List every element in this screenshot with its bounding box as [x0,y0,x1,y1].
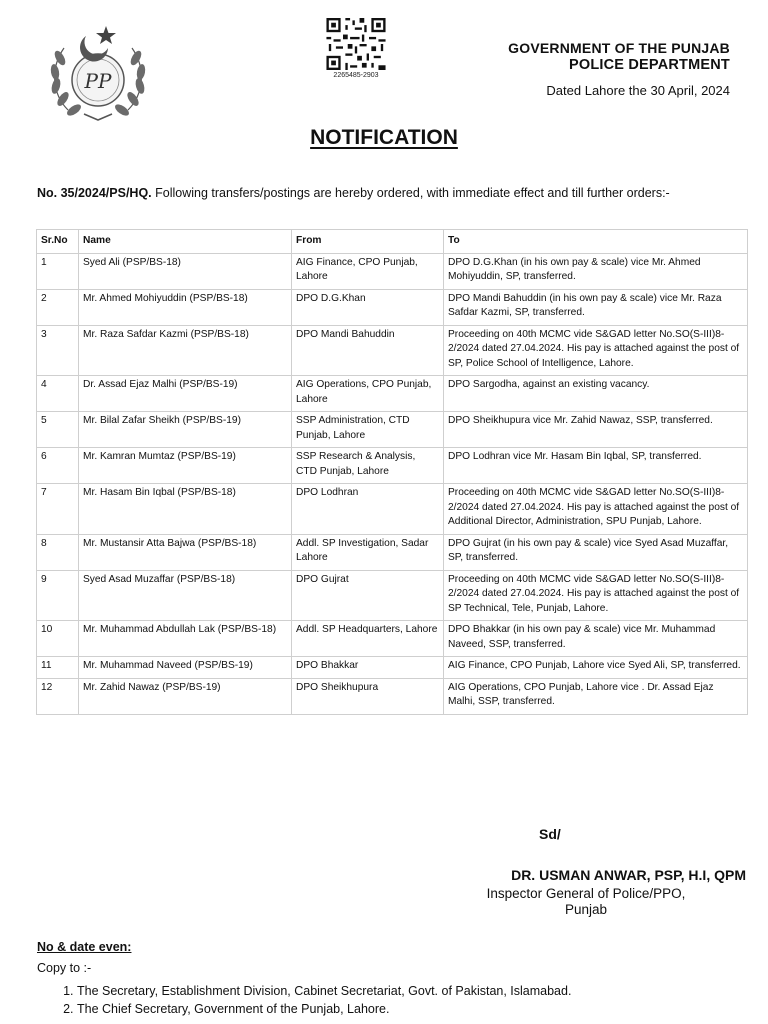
cell-from: DPO Mandi Bahuddin [292,325,444,376]
table-row [37,657,748,679]
copy-to-item: 1. The Secretary, Establishment Division, Cabinet Secretariat, Govt. of Pakistan, Islamabad. [77,984,768,998]
cell-from: Addl. SP Investigation, Sadar Lahore [292,534,444,570]
cell-name: Dr. Assad Ejaz Malhi (PSP/BS-19) [79,376,292,412]
cell-from: AIG Operations, CPO Punjab, Lahore [292,376,444,412]
cell-name: Mr. Hasam Bin Iqbal (PSP/BS-18) [79,484,292,535]
cell-name: Mr. Zahid Nawaz (PSP/BS-19) [79,678,292,714]
cell-srno: 10 [37,621,79,657]
signature-block [426,867,746,918]
cell-to: DPO Mandi Bahuddin (in his own pay & scale) vice Mr. Raza Safdar Kazmi, SP, transferred. [444,289,748,325]
transfers-table [36,229,748,715]
notification-number: No. 35/2024/PS/HQ. [37,186,152,200]
cell-srno: 5 [37,412,79,448]
cell-name: Mr. Bilal Zafar Sheikh (PSP/BS-19) [79,412,292,448]
notification-title: NOTIFICATION [310,126,458,149]
copy-to-label: Copy to :- [37,961,92,975]
signatory-role-line1: Inspector General of Police/PPO, [486,886,686,901]
notification-intro [37,185,737,201]
copy-to-item: 2. The Chief Secretary, Government of the Punjab, Lahore. [77,1002,768,1016]
cell-srno: 11 [37,657,79,679]
cell-to: DPO Sargodha, against an existing vacancy. [444,376,748,412]
cell-from: DPO Lodhran [292,484,444,535]
cell-from: DPO Sheikhupura [292,678,444,714]
table-row [37,570,748,621]
cell-srno: 3 [37,325,79,376]
cell-from: SSP Administration, CTD Punjab, Lahore [292,412,444,448]
cell-name: Mr. Ahmed Mohiyuddin (PSP/BS-18) [79,289,292,325]
dated-line: Dated Lahore the 30 April, 2024 [546,83,730,98]
cell-name: Syed Asad Muzaffar (PSP/BS-18) [79,570,292,621]
no-date-even: No & date even: [37,940,132,954]
cell-from: AIG Finance, CPO Punjab, Lahore [292,253,444,289]
cell-to: Proceeding on 40th MCMC vide S&GAD letter No.SO(S-III)8-2/2024 dated 27.04.2024. His pay is attached against the post of Additional Director, Administration, SPU Punjab, Lahore. [444,484,748,535]
cell-srno: 2 [37,289,79,325]
cell-srno: 12 [37,678,79,714]
cell-name: Mr. Kamran Mumtaz (PSP/BS-19) [79,448,292,484]
cell-to: Proceeding on 40th MCMC vide S&GAD letter No.SO(S-III)8-2/2024 dated 27.04.2024. His pay is attached against the post of SP, Police School of Intelligence, Lahore. [444,325,748,376]
header-srno: Sr.No [37,230,79,254]
cell-from: DPO Bhakkar [292,657,444,679]
sd-mark: Sd/ [539,826,561,842]
table-row [37,534,748,570]
cell-to: DPO Lodhran vice Mr. Hasam Bin Iqbal, SP, transferred. [444,448,748,484]
cell-to: AIG Finance, CPO Punjab, Lahore vice Syed Ali, SP, transferred. [444,657,748,679]
table-row [37,376,748,412]
qr-code [326,18,386,70]
table-body [37,253,748,714]
table-header-row [37,230,748,254]
cell-to: DPO Sheikhupura vice Mr. Zahid Nawaz, SSP, transferred. [444,412,748,448]
table-row [37,678,748,714]
qr-code-number: 2265485-2903 [333,72,379,79]
cell-name: Mr. Muhammad Abdullah Lak (PSP/BS-18) [79,621,292,657]
intro-text: Following transfers/postings are hereby ordered, with immediate effect and till further orders:- [151,186,670,200]
cell-srno: 6 [37,448,79,484]
cell-to: DPO Bhakkar (in his own pay & scale) vice Mr. Muhammad Naveed, SSP, transferred. [444,621,748,657]
table-row [37,484,748,535]
emblem-monogram: PP [84,69,112,93]
cell-from: DPO Gujrat [292,570,444,621]
letterhead [508,40,730,98]
signatory-name: DR. USMAN ANWAR, PSP, H.I, QPM [511,867,746,883]
table-row [37,253,748,289]
department-title: POLICE DEPARTMENT [568,57,730,73]
table-row [37,325,748,376]
cell-to: DPO Gujrat (in his own pay & scale) vice Syed Asad Muzaffar, SP, transferred. [444,534,748,570]
cell-srno: 7 [37,484,79,535]
header-from: From [292,230,444,254]
cell-srno: 4 [37,376,79,412]
header-name: Name [79,230,292,254]
signatory-role-line2: Punjab [564,902,608,917]
cell-from: SSP Research & Analysis, CTD Punjab, Lahore [292,448,444,484]
police-emblem-logo [46,22,150,126]
cell-srno: 1 [37,253,79,289]
cell-name: Mr. Muhammad Naveed (PSP/BS-19) [79,657,292,679]
government-title: GOVERNMENT OF THE PUNJAB [508,40,730,56]
cell-name: Syed Ali (PSP/BS-18) [79,253,292,289]
cell-srno: 8 [37,534,79,570]
cell-name: Mr. Raza Safdar Kazmi (PSP/BS-18) [79,325,292,376]
cell-from: Addl. SP Headquarters, Lahore [292,621,444,657]
cell-to: AIG Operations, CPO Punjab, Lahore vice . Dr. Assad Ejaz Malhi, SSP, transferred. [444,678,748,714]
table-row [37,448,748,484]
header-to: To [444,230,748,254]
qr-code-icon [326,18,386,70]
table-row [37,289,748,325]
cell-from: DPO D.G.Khan [292,289,444,325]
table-row [37,412,748,448]
table-row [37,621,748,657]
cell-to: DPO D.G.Khan (in his own pay & scale) vice Mr. Ahmed Mohiyuddin, SP, transferred. [444,253,748,289]
police-emblem-icon [46,22,150,126]
cell-srno: 9 [37,570,79,621]
copy-to-list [37,984,768,1020]
cell-to: Proceeding on 40th MCMC vide S&GAD letter No.SO(S-III)8-2/2024 dated 27.04.2024. His pay is attached against the post of SP Technical, Tele, Punjab, Lahore. [444,570,748,621]
cell-name: Mr. Mustansir Atta Bajwa (PSP/BS-18) [79,534,292,570]
